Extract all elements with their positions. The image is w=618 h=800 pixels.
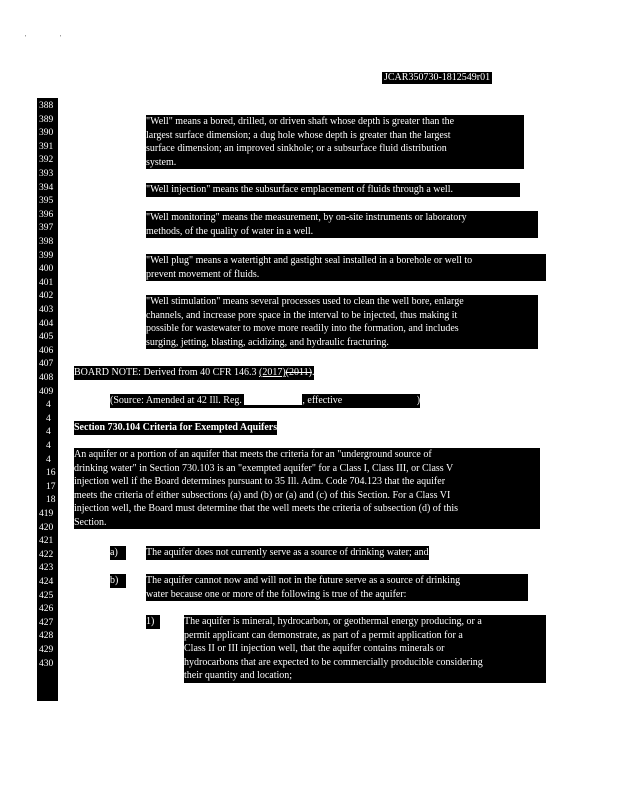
register-page-blank [244,394,302,405]
line-number: 4 [46,441,51,451]
text-line: channels, and increase pore space in the interval to be injected, thus making it [146,309,458,321]
line-number: 400 [39,264,54,275]
section-intro-paragraph [74,448,540,529]
line-number: 399 [39,250,54,261]
text-line: The aquifer cannot now and will not in the future serve as a source of drinking [146,575,461,586]
definition-well-stimulation [146,295,538,349]
board-note-new-year: (2017) [259,367,286,378]
line-number: 396 [39,209,54,220]
text-line: methods, of the quality of water in a well. [146,225,314,237]
line-number: 426 [39,604,54,615]
line-number: 390 [39,128,54,139]
line-number: 4 [46,413,51,424]
line-number: 391 [39,141,54,152]
text-line: injection well, the Board must determine that the well meets the criteria of subsection (d) of this [74,503,459,514]
text-line: Section. [74,516,107,528]
line-number: 394 [39,182,54,193]
line-number: 393 [39,169,54,179]
source-effective: , effective [302,395,345,406]
line-number: 423 [39,563,54,574]
section-heading: Section 730.104 Criteria for Exempted Aquifers [74,422,278,433]
text-line: Class II or III injection well, that the aquifer contains minerals or [184,643,445,654]
text-line: prevent movement of fluids. [146,268,260,280]
text-line: possible for wastewater to move more readily into the formation, and includes [146,323,459,334]
line-number: 424 [39,577,54,587]
text-line: "Well plug" means a watertight and gastight seal installed in a borehole or well to [146,255,473,266]
item-b-label: b) [110,574,126,588]
line-number: 420 [39,522,54,533]
line-number: 425 [39,590,54,601]
text-line: surface dimension; an improved sinkhole; or a subsurface fluid distribution [146,143,447,154]
definition-well-injection [146,183,520,197]
text-line: "Well stimulation" means several processes used to clean the well bore, enlarge [146,296,464,307]
item-b1-label: 1) [146,615,160,629]
text-line: surging, jetting, blasting, acidizing, and hydraulic fracturing. [146,336,389,348]
text-line: system. [146,156,177,168]
board-note-text: BOARD NOTE: Derived from 40 CFR 146.3 [74,367,259,378]
source-note [110,394,420,408]
line-number: 392 [39,155,54,166]
text-line: The aquifer is mineral, hydrocarbon, or geothermal energy producing, or a [184,616,482,627]
text-line: permit applicant can demonstrate, as part of a permit application for a [184,629,463,641]
item-b-text [146,574,528,601]
line-number: 429 [39,645,54,655]
source-close: ) [416,395,421,406]
line-number: 403 [39,305,54,315]
line-number: 4 [46,400,51,411]
line-number: 427 [39,617,54,628]
item-b1-text [184,615,546,683]
line-number: 395 [39,196,54,207]
source-text: (Source: Amended at 42 Ill. Reg. [110,395,245,406]
text-line: "Well monitoring" means the measurement, by on-site instruments or laboratory [146,212,467,223]
line-number: 428 [39,631,54,642]
line-number: 16 [46,468,56,479]
line-number: 4 [46,427,51,438]
text-line: drinking water" in Section 730.103 is an "exempted aquifer" for a Class I, Class III, or Class V [74,462,454,474]
line-number: 404 [39,318,54,329]
text-line: hydrocarbons that are expected to be commercially producible considering [184,656,483,668]
effective-date-blank [345,394,417,405]
line-number: 405 [39,332,54,343]
board-note-old-year: (2011) [285,367,312,378]
text-line: An aquifer or a portion of an aquifer that meets the criteria for an "underground source of [74,449,432,460]
document-code-header: JCAR350730-1812549r01 [384,72,491,83]
board-note [74,366,314,380]
text-line: water because one or more of the following is true of the aquifer: [146,588,407,600]
line-number: 18 [46,495,56,506]
line-number: 388 [39,101,54,111]
line-number: 422 [39,549,54,560]
line-number: 406 [39,345,54,356]
line-number: 430 [39,658,54,669]
board-note-end: . [311,367,315,378]
line-number: 408 [39,373,54,383]
item-a-label: a) [110,546,126,560]
line-number: 401 [39,277,54,288]
line-number: 409 [39,386,54,397]
stray-mark: ' [25,34,27,42]
line-number: 389 [39,114,54,125]
line-number: 398 [39,237,54,247]
line-number: 419 [39,509,54,519]
text-line: largest surface dimension; a dug hole whose depth is greater than the largest [146,129,451,141]
line-number: 397 [39,223,54,234]
definition-well-monitoring [146,211,538,238]
item-a-text: The aquifer does not currently serve as a source of drinking water; and [146,547,429,558]
text-line: meets the criteria of either subsections (a) and (b) or (a) and (c) of this Section. For a Class VI [74,489,451,501]
line-number: 4 [46,454,51,465]
text-line: their quantity and location; [184,670,293,681]
line-number: 421 [39,536,54,547]
stray-mark: ' [60,34,62,42]
text-line: "Well" means a bored, drilled, or driven shaft whose depth is greater than the [146,116,455,127]
line-number: 17 [46,481,56,492]
text-line: injection well if the Board determines pursuant to 35 Ill. Adm. Code 704.123 that the aquifer [74,476,446,487]
text-line: "Well injection" means the subsurface emplacement of fluids through a well. [146,184,453,195]
line-number: 407 [39,359,54,370]
definition-well-plug [146,254,546,281]
line-number: 402 [39,291,54,302]
definition-well [146,115,524,169]
